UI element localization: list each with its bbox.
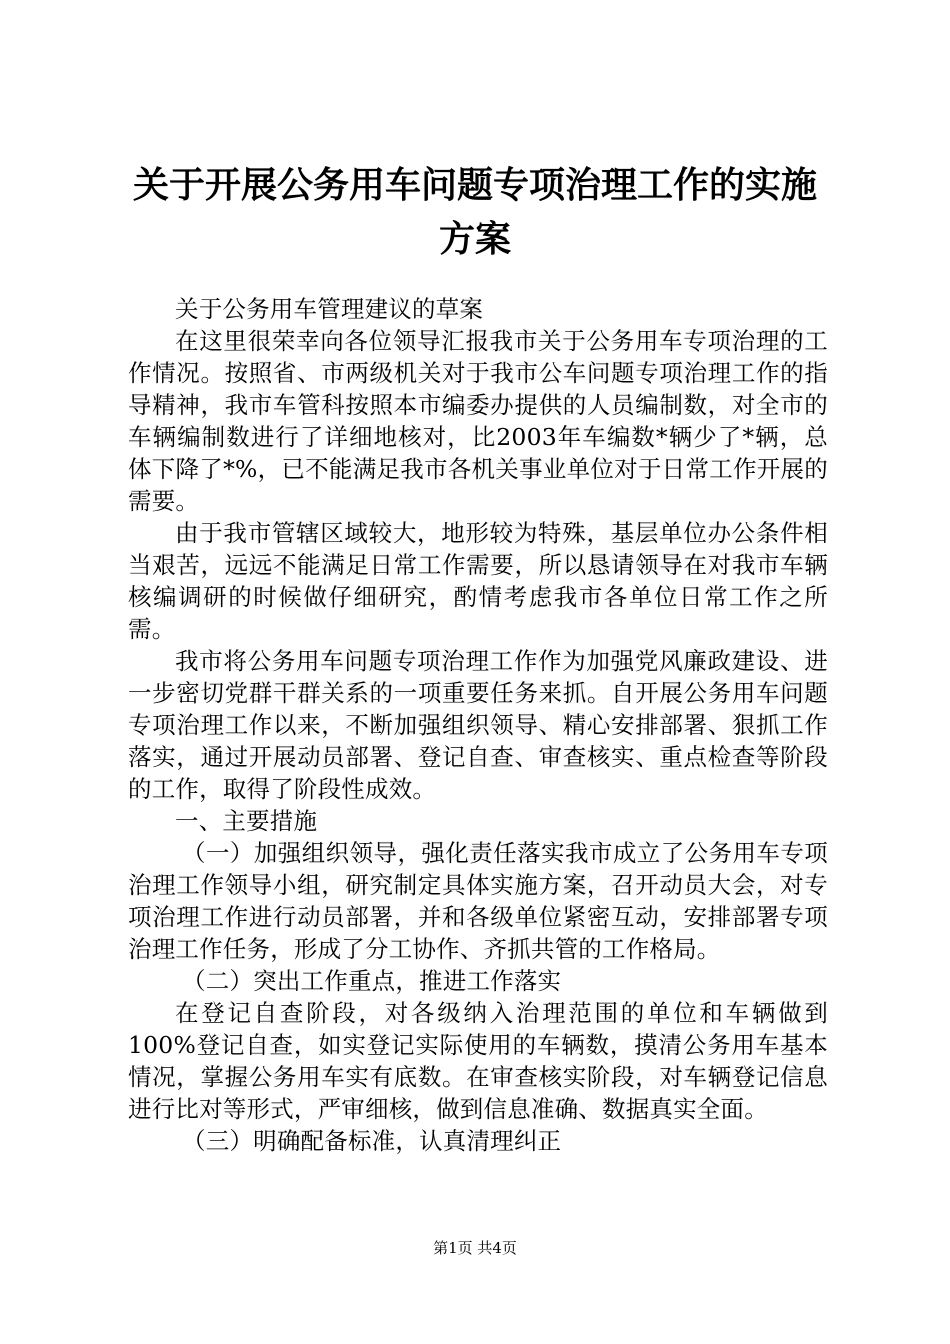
document-title: 关于开展公务用车问题专项治理工作的实施方案 [132, 164, 817, 260]
section-heading: 一、主要措施 [175, 807, 318, 835]
subsection-heading: （二）突出工作重点，推进工作落实 [182, 967, 562, 995]
paragraph: 在登记自查阶段，对各级纳入治理范围的单位和车辆做到100%登记自查，如实登记实际使用的车辆数，摸清公务用车基本情况，掌握公务用车实有底数。在审查核实阶段，对车辆登记信息进行比对等形式，严审细核，做到信息准确、数据真实全面。 [128, 999, 828, 1123]
subsection-paragraph: （一）加强组织领导，强化责任落实我市成立了公务用车专项治理工作领导小组，研究制定具体实施方案，召开动员大会，对专项治理工作进行动员部署，并和各级单位紧密互动，安排部署专项治理工作任务，形成了分工协作、齐抓共管的工作格局。 [128, 839, 828, 963]
subsection-heading: （三）明确配备标准，认真清理纠正 [182, 1127, 562, 1155]
document-body [128, 293, 828, 1157]
page-number-footer: 第1页 共4页 [433, 1239, 517, 1257]
paragraph: 关于公务用车管理建议的草案 [175, 295, 484, 323]
paragraph: 由于我市管辖区域较大，地形较为特殊，基层单位办公条件相当艰苦，远远不能满足日常工作需要，所以恳请领导在对我市车辆核编调研的时候做仔细研究，酌情考虑我市各单位日常工作之所需。 [128, 519, 828, 643]
paragraph: 在这里很荣幸向各位领导汇报我市关于公务用车专项治理的工作情况。按照省、市两级机关对于我市公车问题专项治理工作的指导精神，我市车管科按照本市编委办提供的人员编制数，对全市的车辆编制数进行了详细地核对，比2003年车编数*辆少了*辆，总体下降了*%，已不能满足我市各机关事业单位对于日常工作开展的需要。 [128, 327, 828, 515]
paragraph: 我市将公务用车问题专项治理工作作为加强党风廉政建设、进一步密切党群干群关系的一项重要任务来抓。自开展公务用车问题专项治理工作以来，不断加强组织领导、精心安排部署、狠抓工作落实，通过开展动员部署、登记自查、审查核实、重点检查等阶段的工作，取得了阶段性成效。 [128, 647, 828, 803]
